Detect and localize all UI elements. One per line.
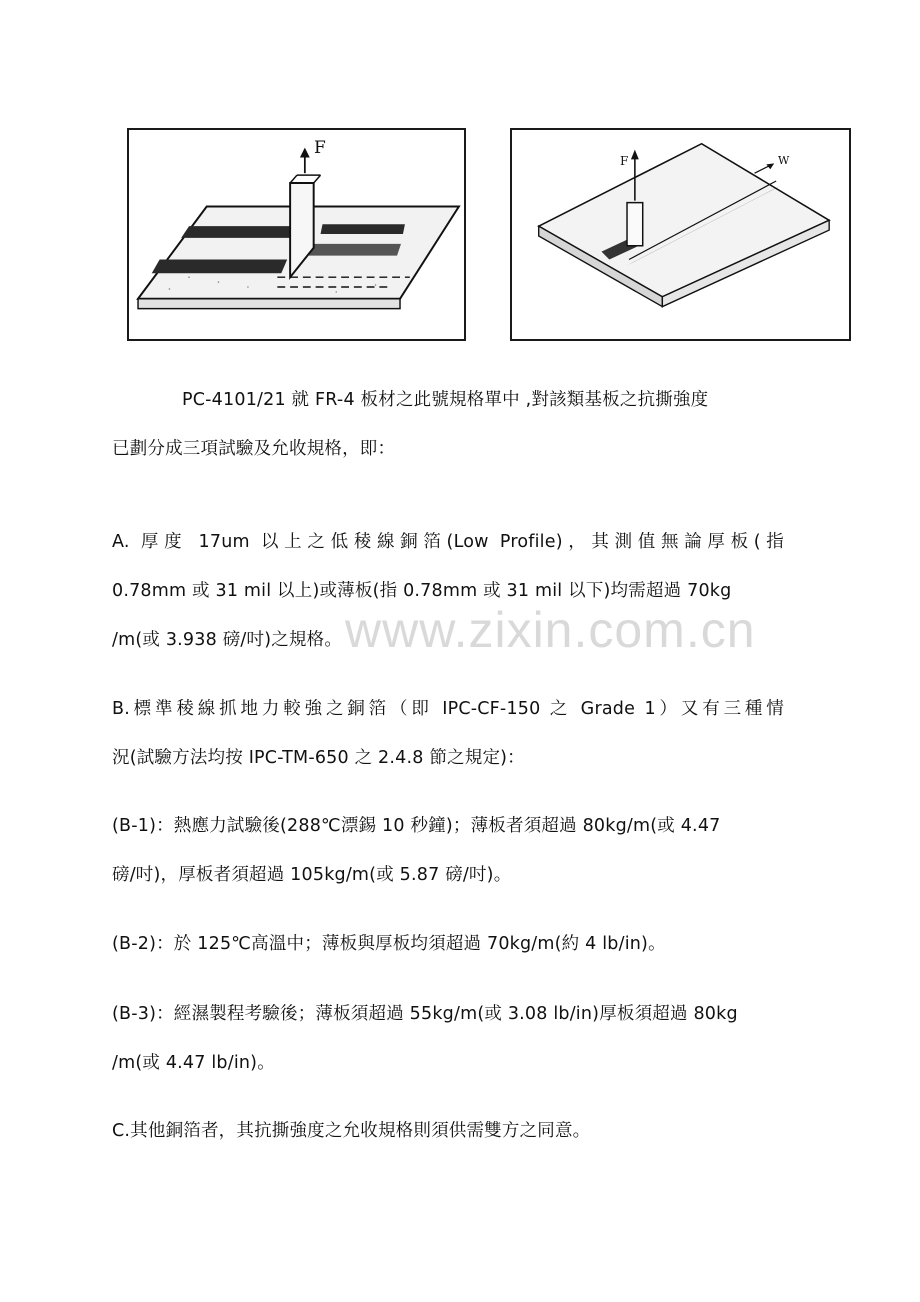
section-b3-paragraph xyxy=(112,990,784,1088)
text-line: (B-2)：於 125℃高溫中；薄板與厚板均須超過 70kg/m(約 4 lb/in)。 xyxy=(112,934,666,954)
peel-test-diagram-left xyxy=(127,128,466,341)
section-b2-paragraph xyxy=(112,920,784,969)
peel-test-drawing-right xyxy=(512,130,849,339)
text-line: /m(或 3.938 磅/吋)之規格。 xyxy=(112,630,343,650)
watermark: www.zixin.com.cn xyxy=(345,602,756,658)
text-line: 況(試驗方法均按 IPC-TM-650 之 2.4.8 節之規定)： xyxy=(112,748,525,768)
section-b1-paragraph xyxy=(112,802,784,900)
peel-test-drawing-left xyxy=(129,130,464,339)
text-line: C.其他銅箔者，其抗撕強度之允收規格則須供需雙方之同意。 xyxy=(112,1121,591,1141)
text-line: 磅/吋)，厚板者須超過 105kg/m(或 5.87 磅/吋)。 xyxy=(112,865,512,885)
text-line: PC-4101/21 就 FR-4 板材之此號規格單中 ,對該類基板之抗撕強度 xyxy=(182,390,709,410)
section-c-paragraph xyxy=(112,1107,784,1156)
text-line: (B-1)：熱應力試驗後(288℃漂錫 10 秒鐘)；薄板者須超過 80kg/m(或 4.47 xyxy=(112,816,721,836)
width-label: W xyxy=(778,154,790,167)
force-label: F xyxy=(314,138,326,158)
force-label-right: F xyxy=(620,154,629,168)
text-line: /m(或 4.47 lb/in)。 xyxy=(112,1053,275,1073)
text-line: 0.78mm 或 31 mil 以上)或薄板(指 0.78mm 或 31 mil 以下)均需超過 70kg xyxy=(112,581,732,601)
intro-paragraph xyxy=(112,376,784,474)
text-line: 已劃分成三項試驗及允收規格，即： xyxy=(112,439,396,459)
text-line: (B-3)：經濕製程考驗後；薄板須超過 55kg/m(或 3.08 lb/in)厚板須超過 80kg xyxy=(112,1004,738,1024)
peel-test-diagram-right xyxy=(510,128,851,341)
section-b-paragraph xyxy=(112,685,784,783)
text-line: B.標準稜線抓地力較強之銅箔（即 IPC-CF-150 之 Grade 1）又有三種情 xyxy=(112,699,784,719)
text-line: A. 厚度 17um 以上之低稜線銅箔(Low Profile)，其測值無論厚板(指 xyxy=(112,532,784,552)
